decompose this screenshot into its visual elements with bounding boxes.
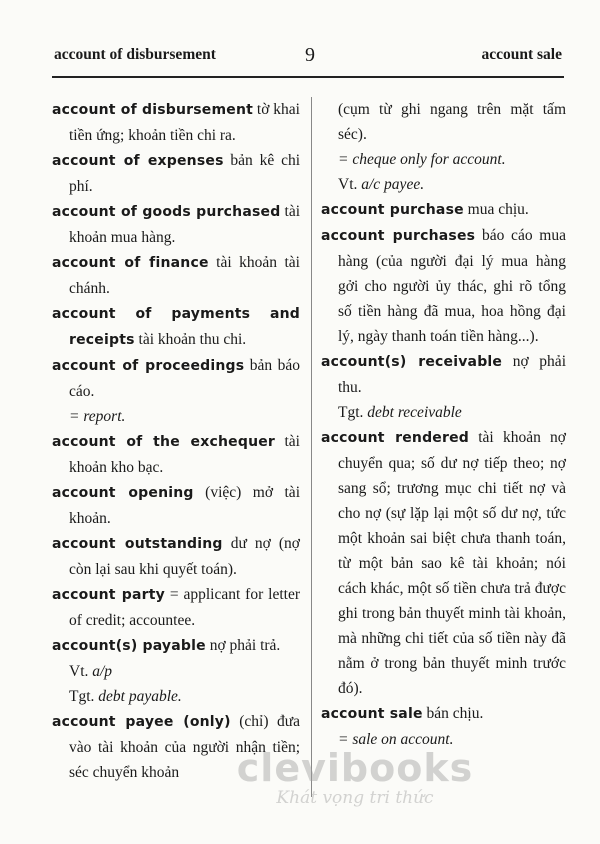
dictionary-entry xyxy=(321,223,566,349)
dictionary-entry xyxy=(52,301,300,353)
sub-value: a/c payee. xyxy=(361,176,425,193)
page-number: 9 xyxy=(305,44,315,66)
sub-value: debt payable. xyxy=(98,688,182,705)
dictionary-entry xyxy=(52,353,300,404)
watermark-tagline: Khát vọng tri thức xyxy=(276,788,434,808)
dictionary-entry xyxy=(52,199,300,250)
entry-definition: báo cáo mua hàng (của người đại lý mua hàng gởi cho người ủy thác, ghi rõ tổng số tiền hàng đã mua, hoa hồng đại lý, ngày thanh toán tiền hàng...). xyxy=(338,227,566,345)
entry-definition: bán chịu. xyxy=(422,705,484,722)
dictionary-entry xyxy=(321,425,566,701)
dictionary-entry xyxy=(52,582,300,633)
entry-definition: (việc) mở tài khoản. xyxy=(69,484,300,527)
sub-value: a/p xyxy=(92,663,113,680)
running-header-left: account of disbursement xyxy=(54,46,216,63)
dictionary-entry xyxy=(52,250,300,301)
entry-term: account of expenses xyxy=(52,153,224,169)
entry-definition: bản kê chi phí. xyxy=(69,152,301,195)
header-rule xyxy=(52,76,564,78)
entry-term: account of the exchequer xyxy=(52,434,276,450)
sub-prefix: Vt. xyxy=(338,176,362,193)
entry-definition: tờ khai tiền ứng; khoản tiền chi ra. xyxy=(69,101,300,144)
entry-abbreviation xyxy=(52,659,300,684)
watermark-logo: clevibooks xyxy=(236,746,474,790)
dictionary-entry xyxy=(321,197,566,223)
entry-definition: mua chịu. xyxy=(463,201,529,218)
left-column xyxy=(52,97,300,785)
dictionary-entry xyxy=(52,531,300,582)
entry-synonym: = cheque only for account. xyxy=(338,151,506,168)
entry-term: account of payments and receipts xyxy=(52,306,300,348)
right-column xyxy=(321,97,566,752)
entry-term: account(s) payable xyxy=(52,638,206,654)
dictionary-entry xyxy=(52,480,300,531)
entry-term: account opening xyxy=(52,485,194,501)
entry-definition: = applicant for letter of credit; accountee. xyxy=(69,586,300,629)
entry-term: account outstanding xyxy=(52,536,223,552)
entry-term: account purchase xyxy=(321,202,464,218)
entry-term: account rendered xyxy=(321,430,470,446)
entry-term: account of finance xyxy=(52,255,209,271)
dictionary-entry xyxy=(321,701,566,727)
entry-definition: dư nợ (nợ còn lại sau khi quyết toán). xyxy=(69,535,300,578)
entry-term: account of proceedings xyxy=(52,358,245,374)
entry-term: account payee (only) xyxy=(52,714,231,730)
entry-definition: nợ phải thu. xyxy=(338,353,566,396)
entry-term: account of goods purchased xyxy=(52,204,281,220)
entry-synonym: = report. xyxy=(69,408,126,425)
running-header-right: account sale xyxy=(481,46,562,63)
entry-synonym: = sale on account. xyxy=(338,731,454,748)
sub-value: debt receivable xyxy=(367,404,462,421)
dictionary-entry xyxy=(52,429,300,480)
entry-term: account purchases xyxy=(321,228,476,244)
entry-abbreviation xyxy=(321,172,566,197)
entry-definition: tài khoản mua hàng. xyxy=(69,203,301,246)
entry-term: account(s) receivable xyxy=(321,354,503,370)
entry-definition: tài khoản tài chánh. xyxy=(69,254,300,297)
entry-definition: (chỉ) đưa vào tài khoản của người nhận tiền; séc chuyển khoản xyxy=(69,713,301,781)
dictionary-entry xyxy=(52,709,300,785)
entry-term: account sale xyxy=(321,706,423,722)
dictionary-entry xyxy=(321,349,566,400)
sub-prefix: Tgt. xyxy=(338,404,368,421)
dictionary-entry xyxy=(52,148,300,199)
dictionary-entry xyxy=(52,633,300,659)
entry-definition: tài khoản thu chi. xyxy=(134,331,247,348)
sub-prefix: Tgt. xyxy=(69,688,99,705)
sub-prefix: Vt. xyxy=(69,663,93,680)
entry-definition: tài khoản nợ chuyển qua; số dư nợ tiếp theo; nợ sang sổ; trương mục chi tiết nợ và cho nợ (sự lặp lại một số dư nợ, tức một khoản sai biệt chưa thanh toán, từ một bản sao kê tài khoản; nói cách khác, một số tiền chưa trả được ghi trong bản thuyết minh tài khoản, mà những chi tiết của số tiền này đã nằm ở trong bản thuyết minh trước đó). xyxy=(338,429,566,697)
entry-definition: nợ phải trả. xyxy=(205,637,281,654)
column-divider xyxy=(311,97,312,797)
entry-term: account party xyxy=(52,587,165,603)
entry-synonym xyxy=(321,400,566,425)
entry-continuation: (cụm từ ghi ngang trên mặt tấm séc). xyxy=(338,101,566,143)
entry-term: account of disbursement xyxy=(52,102,254,118)
entry-definition: bản báo cáo. xyxy=(69,357,301,400)
entry-definition: tài khoản kho bạc. xyxy=(69,433,300,476)
entry-synonym xyxy=(52,684,300,709)
dictionary-entry xyxy=(52,97,300,148)
